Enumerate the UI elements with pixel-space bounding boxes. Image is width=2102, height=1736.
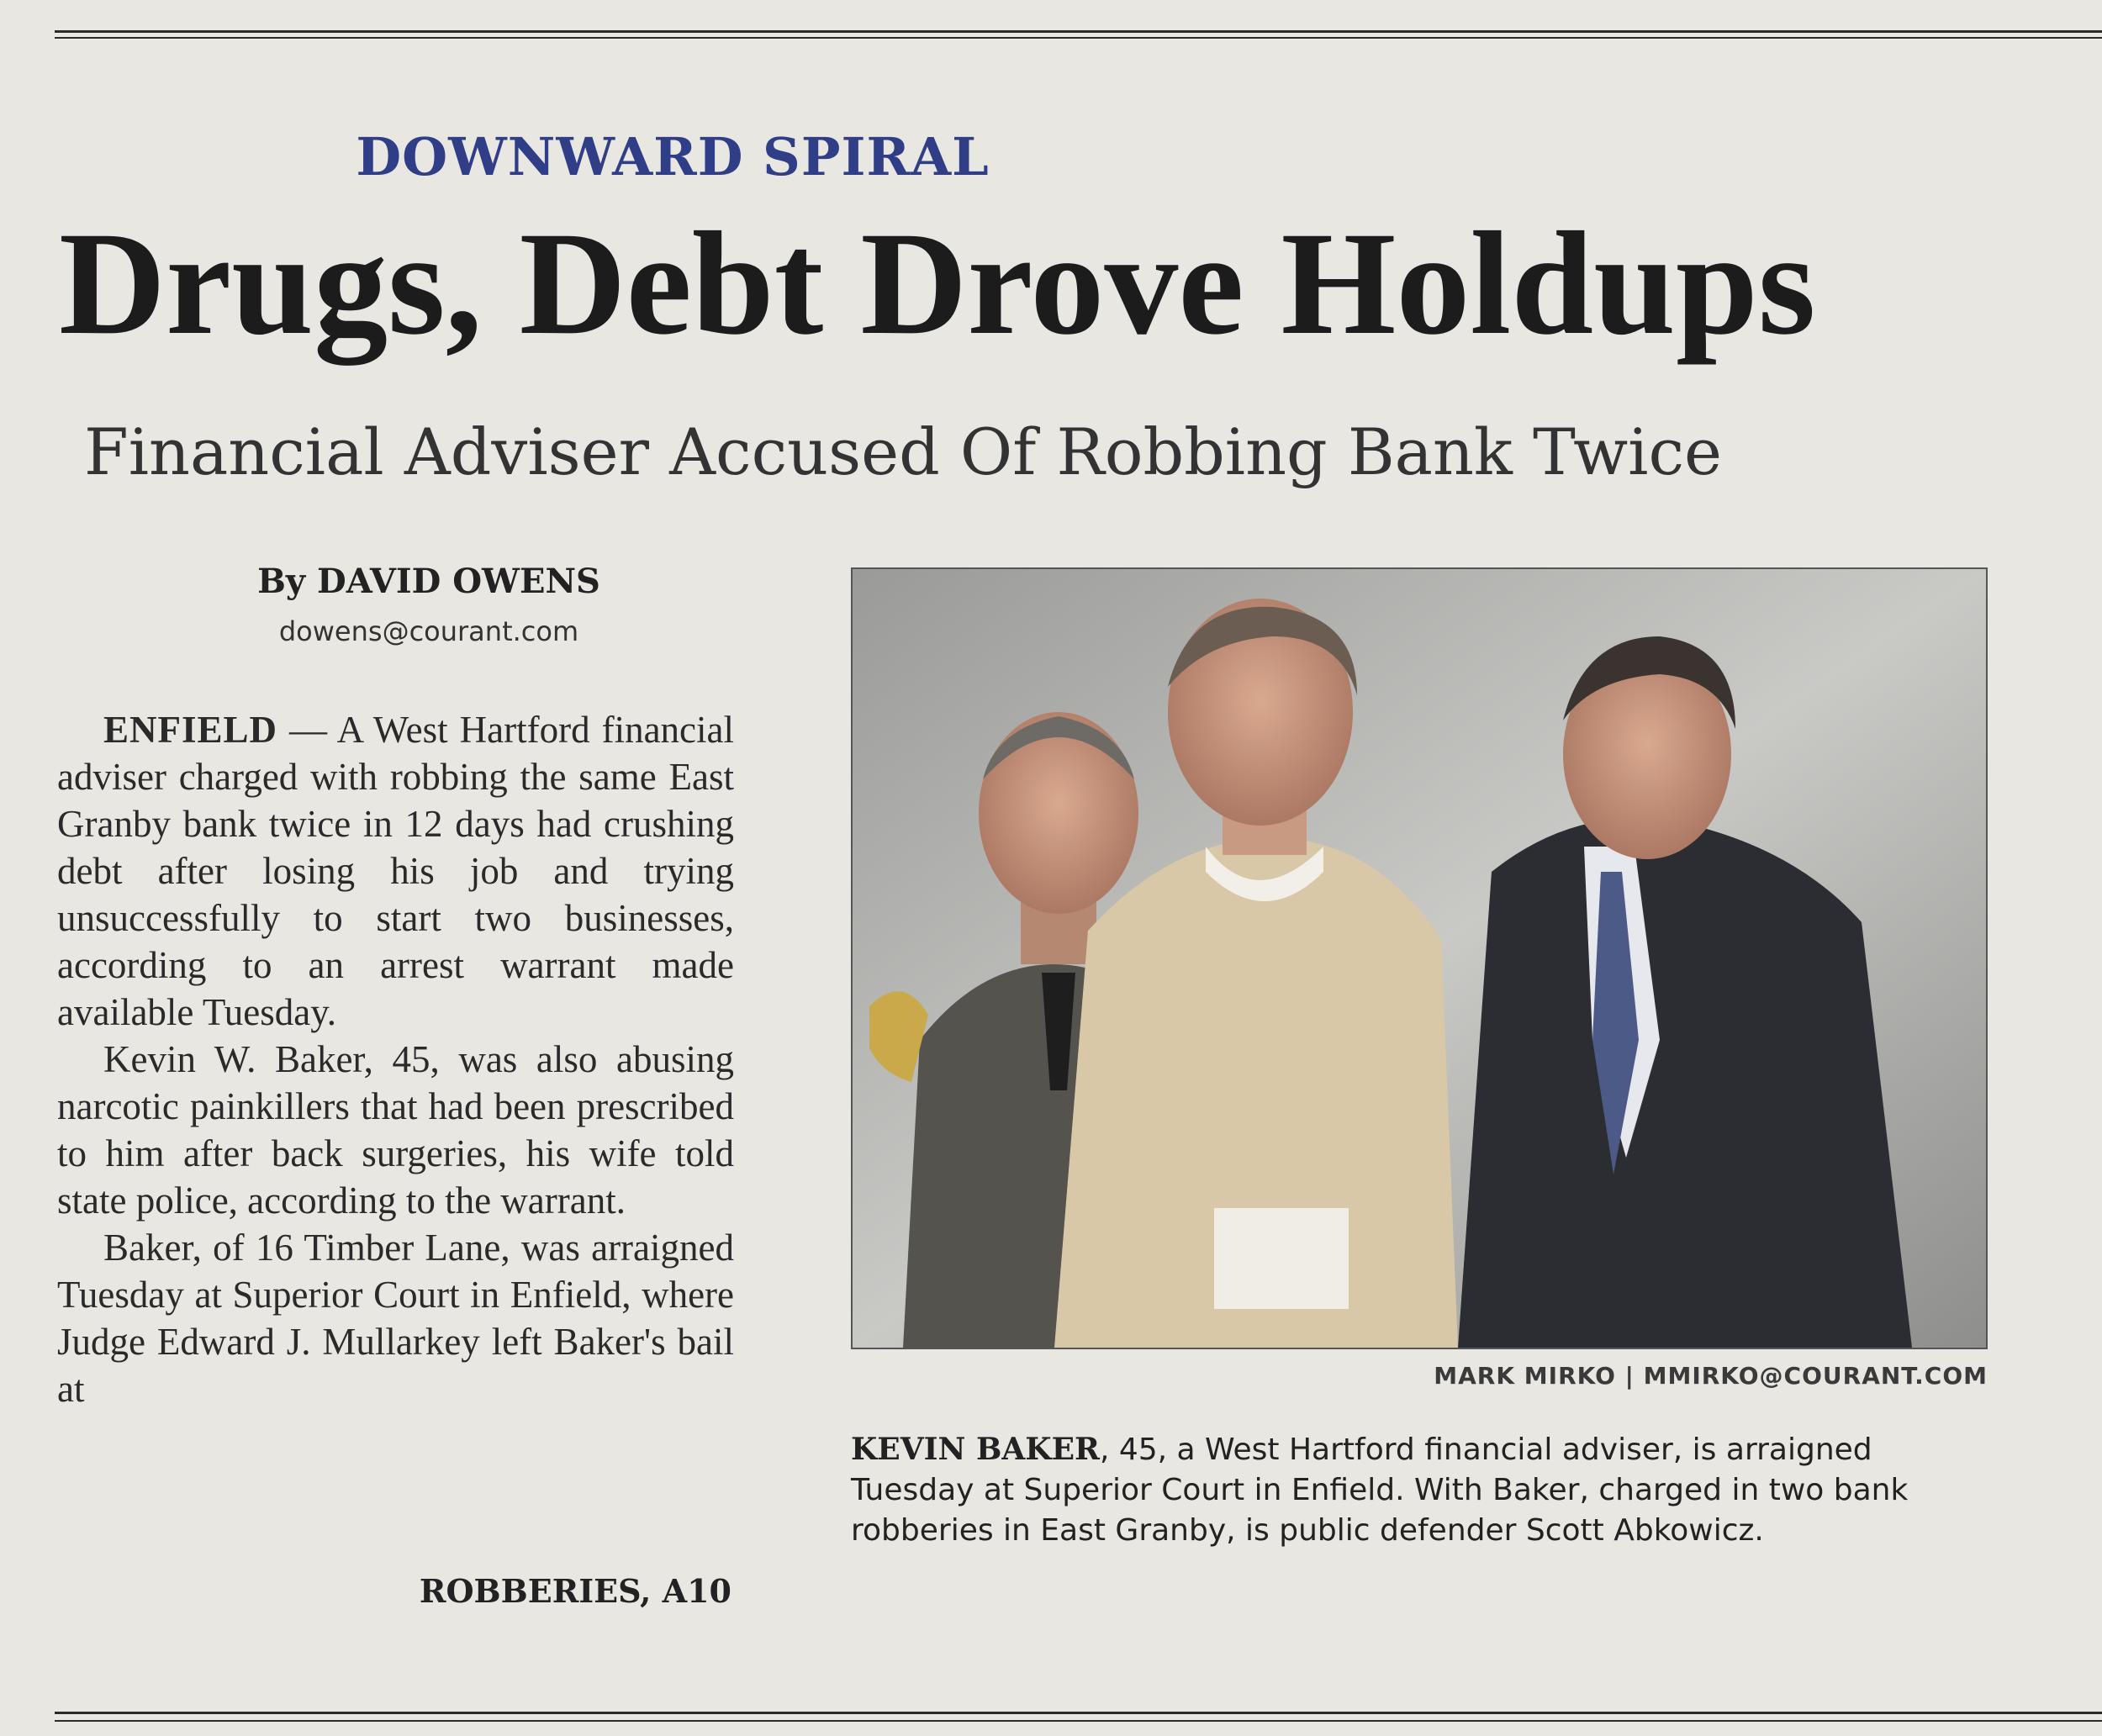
top-rule xyxy=(55,30,2102,33)
news-photo xyxy=(851,567,1988,1349)
paragraph-text: Kevin W. Baker, 45, was also abusing narcotic painkillers that had been prescribed to him after back surgeries, his wife told state police, according to the warrant. xyxy=(57,1038,734,1222)
photo-credit: MARK MIRKO | MMIRKO@COURANT.COM xyxy=(1434,1362,1988,1390)
caption-name: KEVIN BAKER xyxy=(851,1432,1100,1467)
dateline: ENFIELD xyxy=(103,709,278,751)
paragraph-text: — A West Hartford financial adviser charged with robbing the same East Granby bank twice in 12 days had crushing debt after losing his job and trying unsuccessfully to start two businesses, according to an arrest warrant made available Tuesday. xyxy=(57,709,734,1033)
top-rule-thin xyxy=(55,37,2102,39)
paragraph xyxy=(57,1224,734,1412)
jump-line: ROBBERIES, A10 xyxy=(419,1572,731,1610)
headline: Drugs, Debt Drove Holdups xyxy=(59,202,1816,366)
paragraph xyxy=(57,706,734,1036)
kicker: DOWNWARD SPIRAL xyxy=(356,126,990,187)
paragraph-text: Baker, of 16 Timber Lane, was arraigned Tuesday at Superior Court in Enfield, where Judge Edward J. Mullarkey left Baker's bail at xyxy=(57,1227,734,1410)
byline: By DAVID OWENS xyxy=(257,562,600,601)
bottom-rule xyxy=(55,1712,2102,1714)
bottom-rule-thin xyxy=(55,1720,2102,1722)
caption-text: , 45, a West Hartford financial adviser, is arraigned Tuesday at Superior Court in Enfield. With Baker, charged in two bank robberies in East Granby, is public defender Scott Abkowicz. xyxy=(851,1433,1909,1548)
paragraph xyxy=(57,1036,734,1224)
deck: Financial Adviser Accused Of Robbing Bank Twice xyxy=(84,414,1723,489)
article-body xyxy=(57,706,734,1412)
author-email: dowens@courant.com xyxy=(278,615,579,647)
photo-caption xyxy=(851,1429,1988,1551)
